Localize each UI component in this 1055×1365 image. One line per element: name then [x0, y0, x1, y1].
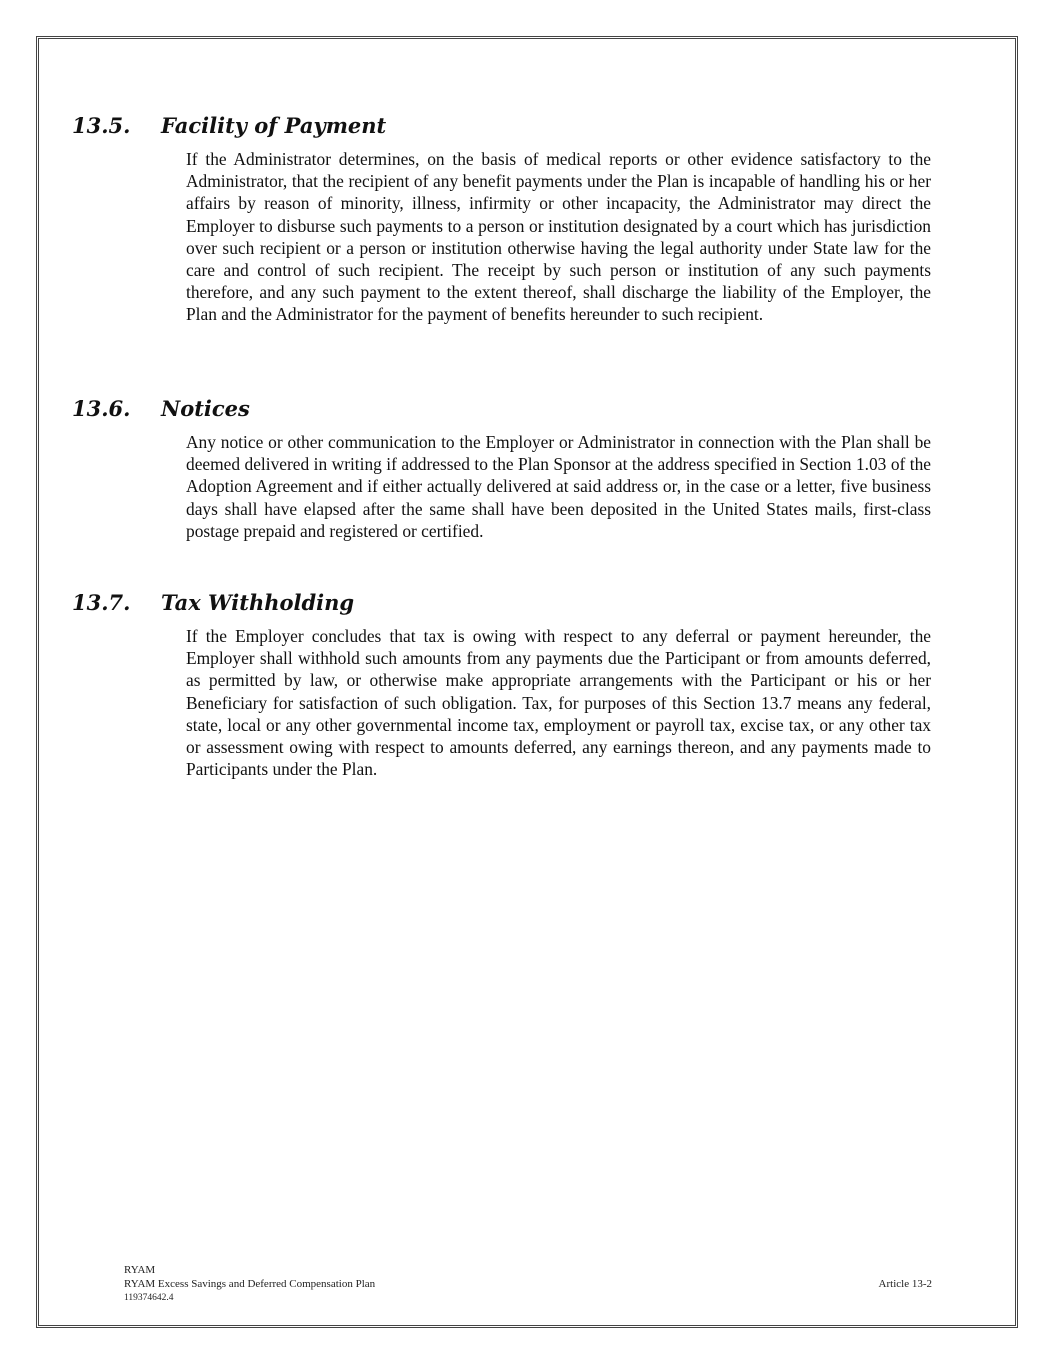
section-body: If the Administrator determines, on the basis of medical reports or other evidence satisfactory to the Administrator, that the recipient of any benefit payments under the Plan is incapable of handling his or her affairs by reason of minority, illness, infirmity or other incapacity, the Administrator may direct the Employer to disburse such payments to a person or institution designated by a court which has jurisdiction over such recipient or a person or institution otherwise having the legal authority under State law for the care and control of such recipient. The receipt by such person or institution of any such payments therefore, and any such payment to the extent thereof, shall discharge the liability of the Employer, the Plan and the Administrator for the payment of benefits hereunder to such recipient.: [186, 149, 931, 325]
section-title: Facility of Payment: [161, 113, 387, 138]
section-13-5: [72, 112, 932, 326]
section-number: 13.7.: [72, 590, 131, 615]
footer-company: RYAM: [124, 1264, 156, 1276]
page-footer: [124, 1263, 932, 1305]
section-13-6: [72, 395, 932, 542]
footer-plan-name: RYAM Excess Savings and Deferred Compensation Plan: [124, 1278, 376, 1290]
footer-doc-id: 119374642.4: [124, 1293, 174, 1303]
footer-page-label: Article 13-2: [878, 1278, 932, 1290]
section-heading: [72, 112, 932, 140]
section-title: Notices: [161, 396, 250, 421]
section-number: 13.6.: [72, 396, 131, 421]
section-number: 13.5.: [72, 113, 131, 138]
section-13-7: [72, 589, 932, 780]
section-heading: [72, 395, 932, 423]
section-heading: [72, 589, 932, 617]
section-body: Any notice or other communication to the Employer or Administrator in connection with the Plan shall be deemed delivered in writing if addressed to the Plan Sponsor at the address specified in Section 1.03 of the Adoption Agreement and if either actually delivered at said address or, in the case or a letter, five business days shall have elapsed after the same shall have been deposited in the United States mails, first-class postage prepaid and registered or certified.: [186, 432, 931, 541]
section-body: If the Employer concludes that tax is owing with respect to any deferral or payment hereunder, the Employer shall withhold such amounts from any payments due the Participant or from amounts deferred, as permitted by law, or otherwise make appropriate arrangements with the Participant or his or her Beneficiary for satisfaction of such obligation. Tax, for purposes of this Section 13.7 means any federal, state, local or any other governmental income tax, employment or payroll tax, excise tax, or any other tax or assessment owing with respect to amounts deferred, any earnings thereon, and any payments made to Participants under the Plan.: [186, 626, 931, 780]
section-title: Tax Withholding: [161, 590, 355, 615]
